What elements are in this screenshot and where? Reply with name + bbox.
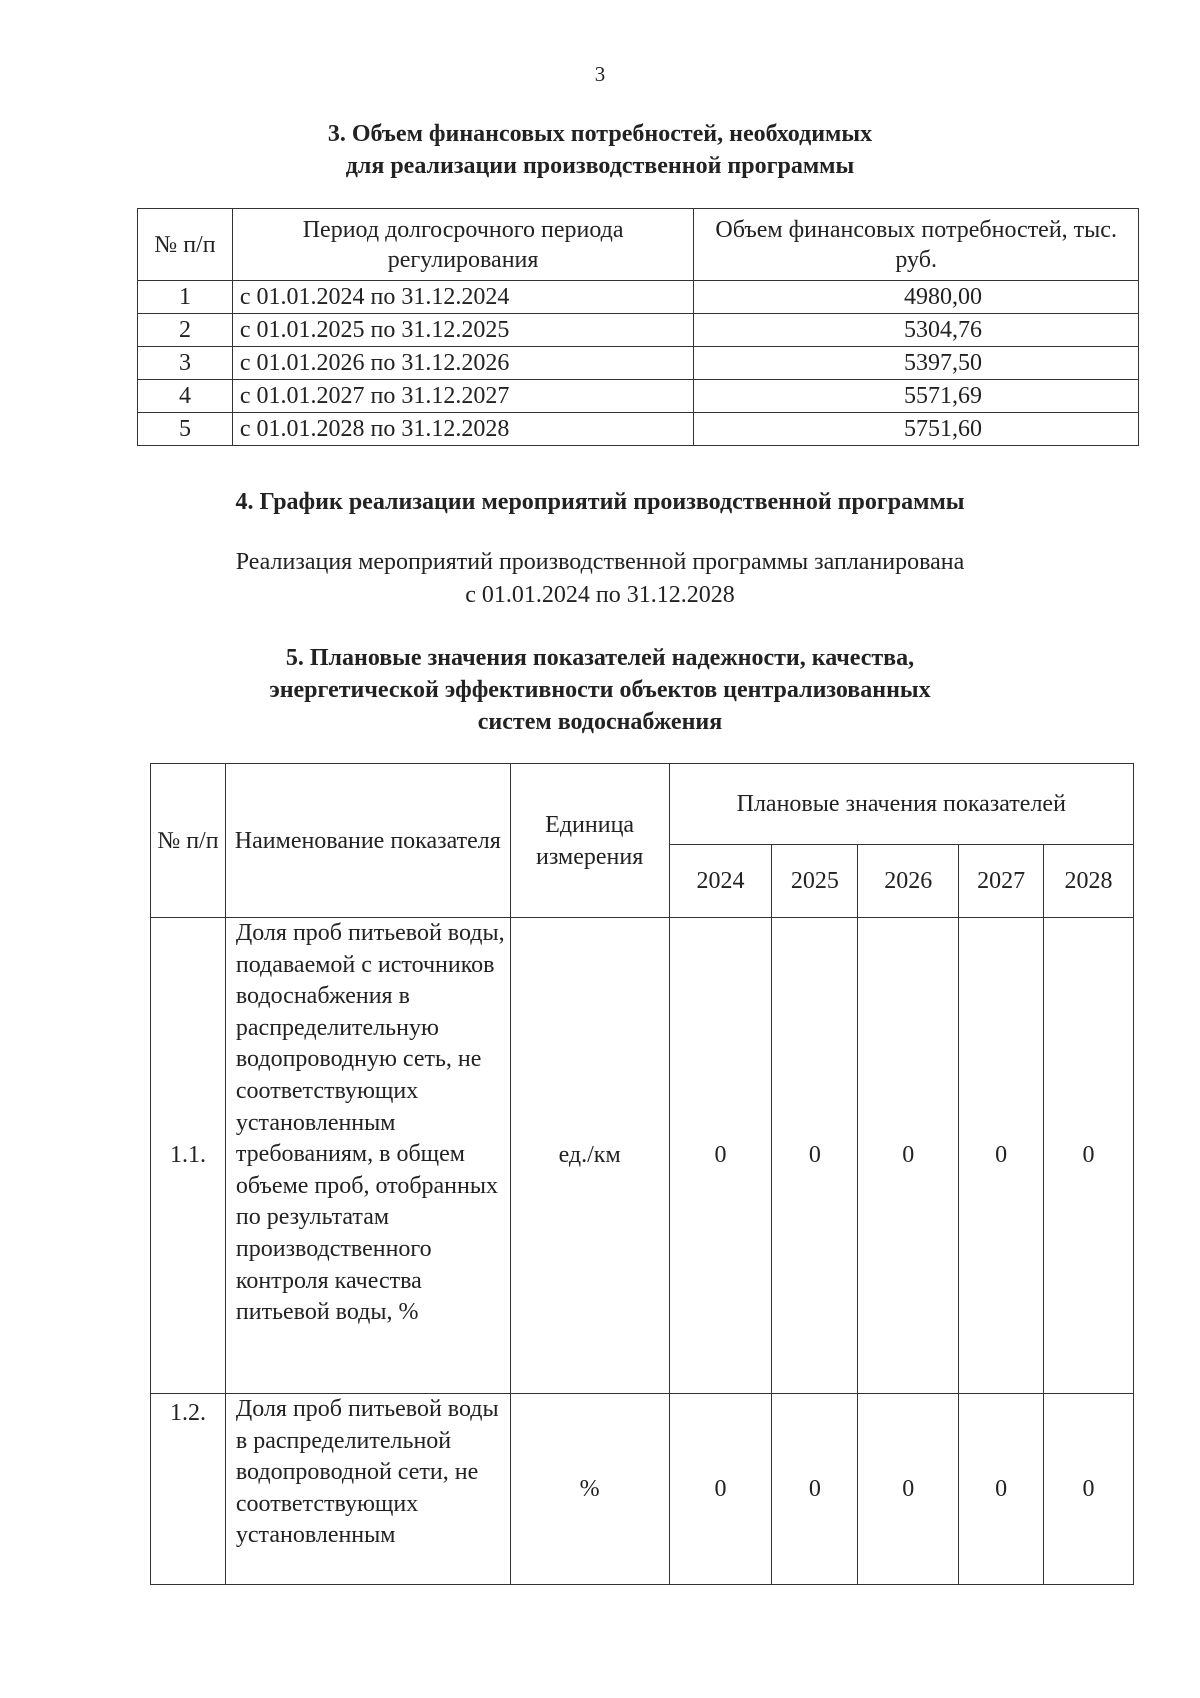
table-row bbox=[138, 281, 1139, 314]
row-unit: % bbox=[510, 1394, 669, 1585]
row-period: с 01.01.2027 по 31.12.2027 bbox=[232, 380, 693, 413]
col-header-number: № п/п bbox=[151, 764, 226, 918]
row-value: 4980,00 bbox=[694, 281, 1139, 314]
financial-needs-table bbox=[137, 208, 1139, 446]
section4-text-line: Реализация мероприятий производственной программы запланирована bbox=[235, 549, 965, 575]
row-period: с 01.01.2025 по 31.12.2025 bbox=[232, 314, 693, 347]
row-value: 0 bbox=[669, 1394, 772, 1585]
row-number: 4 bbox=[138, 380, 233, 413]
table-row bbox=[151, 1394, 1134, 1585]
section4-text bbox=[0, 546, 1200, 612]
row-value: 0 bbox=[959, 918, 1044, 1394]
row-value: 0 bbox=[669, 918, 772, 1394]
col-header-year: 2024 bbox=[669, 845, 772, 918]
section5-title-line: 5. Плановые значения показателей надежности, качества, bbox=[285, 645, 915, 671]
indicators-table bbox=[150, 763, 1134, 1585]
table-header-row bbox=[138, 209, 1139, 281]
col-header-year: 2028 bbox=[1044, 845, 1134, 918]
col-header-number: № п/п bbox=[138, 209, 233, 281]
row-number: 5 bbox=[138, 413, 233, 446]
row-period: с 01.01.2028 по 31.12.2028 bbox=[232, 413, 693, 446]
section3-title-line: 3. Объем финансовых потребностей, необходимых bbox=[327, 121, 873, 147]
row-number: 1.2. bbox=[151, 1394, 226, 1585]
section4-text-line: с 01.01.2024 по 31.12.2028 bbox=[465, 582, 735, 608]
section4-title bbox=[0, 486, 1200, 518]
row-unit: ед./км bbox=[510, 918, 669, 1394]
row-value: 0 bbox=[858, 1394, 959, 1585]
row-value: 5304,76 bbox=[694, 314, 1139, 347]
row-period: с 01.01.2026 по 31.12.2026 bbox=[232, 347, 693, 380]
table-row bbox=[138, 347, 1139, 380]
section3-title bbox=[0, 118, 1200, 182]
col-header-year: 2025 bbox=[772, 845, 858, 918]
page-number: 3 bbox=[594, 62, 606, 86]
row-value: 5751,60 bbox=[694, 413, 1139, 446]
col-header-period: Период долгосрочного периода регулирования bbox=[232, 209, 693, 281]
table-header-row bbox=[151, 764, 1134, 845]
row-value: 0 bbox=[772, 1394, 858, 1585]
col-header-plan: Плановые значения показателей bbox=[669, 764, 1133, 845]
section3-title-line: для реализации производственной программы bbox=[345, 153, 855, 179]
row-value: 5397,50 bbox=[694, 347, 1139, 380]
row-period: с 01.01.2024 по 31.12.2024 bbox=[232, 281, 693, 314]
table-row bbox=[138, 413, 1139, 446]
row-value: 0 bbox=[959, 1394, 1044, 1585]
row-number: 2 bbox=[138, 314, 233, 347]
row-number: 1.1. bbox=[151, 918, 226, 1394]
table-row bbox=[138, 380, 1139, 413]
section4-title-line: 4. График реализации мероприятий производственной программы bbox=[235, 489, 965, 515]
row-value: 0 bbox=[1044, 918, 1134, 1394]
row-indicator-name: Доля проб питьевой воды, подаваемой с источников водоснабжения в распределительную водопроводную сеть, не соответствующих установленным требованиям, в общем объеме проб, отобранных по результатам производственного контроля качества питьевой воды, % bbox=[225, 918, 510, 1394]
col-header-value: Объем финансовых потребностей, тыс. руб. bbox=[694, 209, 1139, 281]
row-indicator-name: Доля проб питьевой воды в распределительной водопроводной сети, не соответствующих установленным bbox=[225, 1394, 510, 1585]
row-value: 0 bbox=[772, 918, 858, 1394]
row-number: 3 bbox=[138, 347, 233, 380]
col-header-unit: Единица измерения bbox=[510, 764, 669, 918]
row-value: 0 bbox=[1044, 1394, 1134, 1585]
col-header-year: 2026 bbox=[858, 845, 959, 918]
section5-title bbox=[0, 642, 1200, 738]
table-row bbox=[151, 918, 1134, 1394]
section5-title-line: систем водоснабжения bbox=[477, 709, 723, 735]
row-value: 5571,69 bbox=[694, 380, 1139, 413]
row-number: 1 bbox=[138, 281, 233, 314]
table-row bbox=[138, 314, 1139, 347]
col-header-name: Наименование показателя bbox=[225, 764, 510, 918]
col-header-year: 2027 bbox=[959, 845, 1044, 918]
row-value: 0 bbox=[858, 918, 959, 1394]
section5-title-line: энергетической эффективности объектов централизованных bbox=[269, 677, 931, 703]
